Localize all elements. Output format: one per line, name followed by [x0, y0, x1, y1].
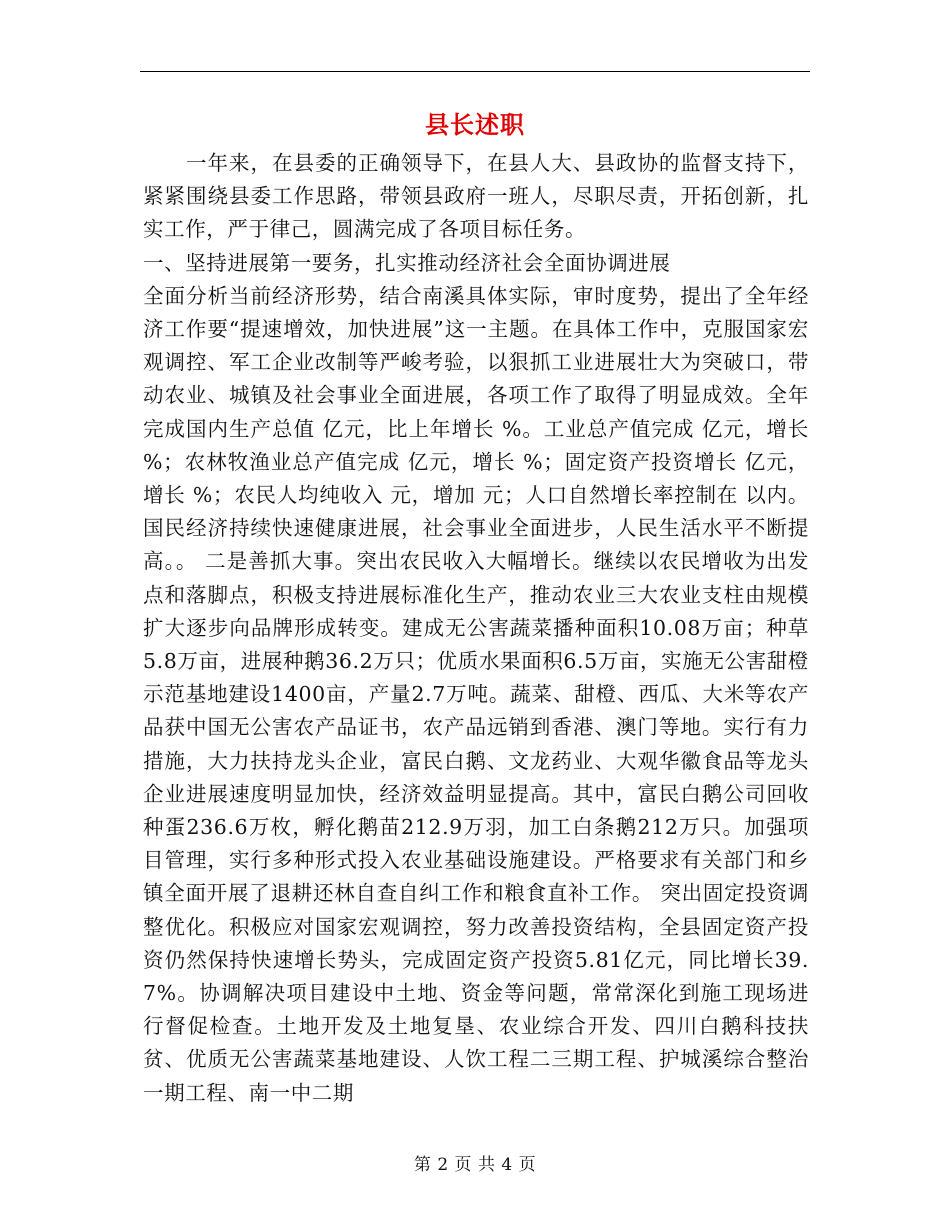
document-title: 县长述职 — [425, 110, 525, 139]
document-body — [143, 147, 817, 1110]
header-rule — [140, 71, 810, 72]
page-number: 第 2 页 共 4 页 — [413, 1155, 537, 1175]
intro-paragraph: 一年来，在县委的正确领导下，在县人大、县政协的监督支持下，紧紧围绕县委工作思路，带领县政府一班人，尽职尽责，开拓创新，扎实工作，严于律己，圆满完成了各项目标任务。 — [143, 151, 809, 242]
body-paragraph: 全面分析当前经济形势，结合南溪具体实际，审时度势，提出了全年经济工作要“提速增效，加快进展”这一主题。在具体工作中，克服国家宏观调控、军工企业改制等严峻考验，以狠抓工业进展壮大为突破口，带动农业、城镇及社会事业全面进展，各项工作了取得了明显成效。全年完成国内生产总值 亿元，比上年增长 %。工业总产值完成 亿元，增长 %；农林牧渔业总产值完成 亿元，增长 %；固定资产投资增长 亿元，增长 %；农民人均纯收入 元，增加 元；人口自然增长率控制在 以内。国民经济持续快速健康进展，社会事业全面进步，人民生活水平不断提高。。 二是善抓大事。突出农民收入大幅增长。继续以农民增收为出发点和落脚点，积极支持进展标准化生产，推动农业三大农业支柱由规模扩大逐步向品牌形成转变。建成无公害蔬菜播种面积10.08万亩；种草5.8万亩，进展种鹅36.2万只；优质水果面积6.5万亩，实施无公害甜橙示范基地建设1400亩，产量2.7万吨。蔬菜、甜橙、西瓜、大米等农产品获中国无公害农产品证书，农产品远销到香港、澳门等地。实行有力措施，大力扶持龙头企业，富民白鹅、文龙药业、大观华徽食品等龙头企业进展速度明显加快，经济效益明显提高。其中，富民白鹅公司回收种蛋236.6万枚，孵化鹅苗212.9万羽，加工白条鹅212万只。加强项目管理，实行多种形式投入农业基础设施建设。严格要求有关部门和乡镇全面开展了退耕还林自查自纠工作和粮食直补工作。 突出固定投资调整优化。积极应对国家宏观调控，努力改善投资结构，全县固定资产投资仍然保持快速增长势头，完成固定资产投资5.81亿元，同比增长39.7%。协调解决项目建设中土地、资金等问题，常常深化到施工现场进行督促检查。土地开发及土地复垦、农业综合开发、四川白鹅科技扶贫、优质无公害蔬菜基地建设、人饮工程二三期工程、护城溪综合整治一期工程、南一中二期 — [143, 283, 817, 1105]
section-heading: 一、坚持进展第一要务，扎实推动经济社会全面协调进展 — [143, 250, 671, 275]
